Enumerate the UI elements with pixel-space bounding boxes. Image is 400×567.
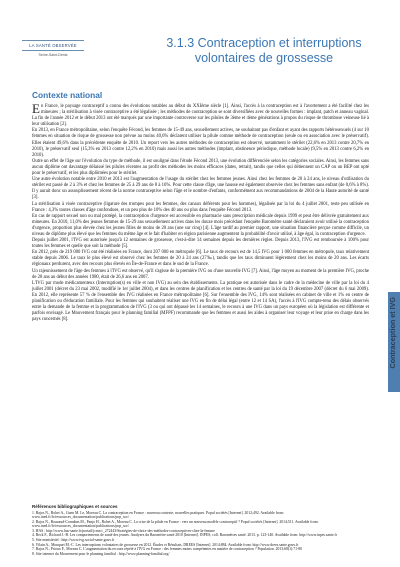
- body-paragraph: En 2013, en France métropolitaine, selon l'enquête Fécond, les femmes de 15-49 ans, sexuellement actives, ne souhaitant pas d'enfant et ayant des rapports hétérosexuels (4 sur 10 femmes en situation de risque de grossesse non prévue au moins 40,6% déclarent utiliser la pilule comme méthode de contraception (seule ou en association avec le préservatif). Elles étaient 49,6% dans la précédente enquête de 2010. Un report vers les autres méthodes de contraception est observé, notamment le stérilet (22,6% en 2013 contre 20,7% en 2010), le préservatif seul (15,3% en 2013 contre 12,2% en 2010) mais aussi les autres méthodes (implant, abstinence périodique, méthode locale) (9,5% en 2013 contre 6,2% en 2010).: [32, 128, 369, 158]
- body-paragraph: La stérilisation à visée contraceptive (ligature des trompes pour les femmes, des canaux déférents pour les hommes), légalisée par la loi du 4 juillet 2001, reste peu utilisée en France : 4,3% toutes classes d'âge confondues, et un peu plus de 10% des 40 ans ou plus dans l'enquête Fécond 2013.: [32, 201, 369, 213]
- logo-rule-top: [22, 40, 84, 41]
- body-paragraph: En cas de rapport sexuel non ou mal protégé, la contraception d'urgence est accessible en pharmacie sans prescription médicale depuis 1999 et peut être délivrée gratuitement aux mineures. En 2010, 11,0% des jeunes femmes de 15-29 ans sexuellement actives dans les douze mois précédant l'enquête Baromètre santé déclaraient avoir utilisé la contraception d'urgence, proportion plus élevée chez les jeunes filles de moins de 20 ans (une sur cinq) [4]. L'âge tardif au premier rapport, une situation financière perçue comme difficile, un niveau de diplôme plus élevé que les femmes du même âge et le fait d'habiter en région parisienne augmentent la probabilité d'avoir utilisé, à âge égal, la contraception d'urgence.: [32, 213, 369, 237]
- logo-name: LA SANTÉ OBSERVÉE: [29, 43, 77, 48]
- reference-item: 2. Bajos N., Rouzaud-Cornabas M., Panjo H., Bohet A., Moreau C. La crise de la pilule en France : vers un nouveau modèle contraceptif ? Popul sociétés [Internet]. 2014;511. Available from: www.ined.fr/fr/ressources_documentation/publications/pop_soc/: [32, 519, 319, 529]
- side-tab-label: Contraception et IVG: [388, 297, 397, 369]
- body-paragraph: Un rajeunissement de l'âge des femmes à l'IVG est observé, qu'il s'agisse de la première IVG ou d'une nouvelle IVG [7]. Ainsi, l'âge moyen au moment de la première IVG, proche de 28 ans au début des années 1980, était de 26,6 ans en 2007.: [32, 268, 369, 280]
- main-content: [32, 90, 369, 323]
- page-title-line-2: volontaires de grossesse: [194, 51, 334, 65]
- reference-item: 6. Vilain A., Mouquet M.-C. Les interruptions volontaires de grossesse en 2012. Études et Résultats, DREES [Internet]. 2014;884. Available from: http://www.drees.sante.gouv.fr: [32, 542, 299, 547]
- reference-item: 7. Bajos N., Prioux F., Moreau C. L'augmentation du recours répété à l'IVG en France : des femmes moins compétentes en matière de contraception ? Population. 2013;68(1):71-80: [32, 547, 303, 552]
- reference-item: 3. HAS : http://www.has-sante.fr/portail/jcms/c_272443/Stratégies-de-choix-des-méthodes-contraceptives-chez-la-femme: [32, 528, 215, 533]
- reference-item: 4. Beck F., Richard J.-B. Les comportements de santé des jeunes. Analyses du Baromètre santé 2010 [Internet]. INPES; coll. Baromètres santé. 2013. p. 123-140. Available from: http://www.inpes.sante.fr: [32, 533, 338, 538]
- references: [32, 504, 369, 556]
- references-list: [32, 511, 369, 557]
- reference-item: 8. Site internet du Mouvement pour le planning familial : http://www.planning-familial.org/: [32, 551, 170, 556]
- body-paragraph: Outre un effet de l'âge sur l'évolution du type de méthode, il est souligné dans l'étude Fécond 2013, une évolution différenciée selon les catégories sociales. Ainsi, les femmes sans aucun diplôme ont davantage délaissé les pilules récentes au profit des méthodes les moins efficaces (dates, retrait), tandis que celles qui détiennent un CAP ou un BEP ont opté pour le préservatif, et les plus diplômées pour le stérilet.: [32, 158, 369, 177]
- reference-item: 1. Bajos N., Bohet A., Guen M. Le, Moreau C. La contraception en France : nouveau contexte, nouvelles pratiques. Popul sociétés [Internet]. 2012;492. Available from: www.ined.fr/fr/ressources_documentation/publications/pop_soc/: [32, 510, 284, 520]
- body-paragraph: En France, le paysage contraceptif a connu des évolutions notables au début du XXIème siècle [1]. Ainsi, l'accès à la contraception est à l'avortement a été facilité chez les mineures ; la stérilisation à visée contraceptive a été légalisée ; les méthodes de contraception se sont diversifiées avec de nouvelles formes : implant, patch et anneau vaginal. La fin de l'année 2012 et le début 2013 ont été marqués par une importante controverse sur les pilules de 3ème et 4ème générations à propos du risque de thrombose veineuse lié à leur utilisation [2].: [32, 101, 369, 128]
- logo: [22, 38, 84, 57]
- section-body: [32, 101, 369, 323]
- references-title: Références bibliographiques et sources: [32, 504, 118, 509]
- drop-cap: E: [32, 101, 40, 116]
- page-title-line-1: 3.1.3 Contraception et interruptions: [166, 36, 362, 50]
- logo-region: Seine-Saint-Denis: [38, 53, 68, 57]
- body-paragraph: En 2012, près de 219 000 IVG ont été réalisées en France, dont 207 000 en métropole [6]. Le taux de recours est de 14,5 IVG pour 1 000 femmes en métropole, taux relativement stable depuis 2006. Le taux le plus élevé est observé chez les femmes de 20 à 24 ans (27‰), tandis que les taux diminuent légèrement chez les moins de 20 ans. Les écarts régionaux perdurent, avec des recours plus élevés en Île-de-France et dans le sud de la France.: [32, 250, 369, 268]
- body-paragraph: Depuis juillet 2001, l'IVG est autorisée jusqu'à 12 semaines de grossesse, c'est-à-dire 14 semaines depuis les dernières règles. Depuis 2013, l'IVG est remboursée à 100% pour toutes les femmes et quelle que soit la méthode [5].: [32, 238, 369, 250]
- page-title: [154, 36, 374, 66]
- body-paragraph: Une autre évolution notable entre 2010 et 2013 est l'augmentation de l'usage du stérilet chez les femmes jeunes. Ainsi chez les femmes de 20 à 24 ans, le niveau d'utilisation du stérilet est passé de 2 à 3% et chez les femmes de 25 à 29 ans de 8 à 16%. Pour cette classe d'âge, une hausse est également observée chez les femmes sans enfant (de 0,6% à 8%). Il y aurait donc un assouplissement récent de la norme contraceptive selon l'âge et le nombre d'enfants, conformément aux recommandations de 2004 de la Haute autorité de santé [3].: [32, 177, 369, 201]
- body-paragraph: L'IVG par mode médicamenteux (Interruption(s) en ville et non IVG) au sein des établissements. La pratique est autorisée dans le cadre de la médecine de ville par la loi du 4 juillet 2001 (décret du 23 mai 2002, modifié le 1er juillet 2004), et dans les centres de planification et les centres de santé par la loi du 19 décembre 2007 (décret du 6 mai 2009). En 2012, elle représente 57 % de l'ensemble des IVG réalisées en France métropolitaine [6]. Sur l'ensemble des IVG, 14% sont réalisées en cabinet de ville et 1% en centre de planification ou d'éducation familiale. Pour les femmes qui souhaitent réaliser une IVG en fin de délai légal (entre 12 et 14 SA), l'accès à l'IVG compte-tenu des délais observés entre la demande de la femme et la programmation de l'IVG (3 ou qui ont dépassé les 14 semaines, le recours à une IVG dans un pays européen où la législation est différente et parfois envisagé. Le Mouvement français pour le planning familial (MFPF) recommande que les femmes et aussi les aides à organiser leur voyage et leur prise en charge dans les pays concernés [8].: [32, 280, 369, 323]
- reference-item: 5. Site ministériel : http://www.ivg.social-sante.gouv.fr: [32, 538, 115, 543]
- section-heading: Contexte national: [32, 90, 103, 100]
- logo-rule-bottom: [22, 50, 84, 51]
